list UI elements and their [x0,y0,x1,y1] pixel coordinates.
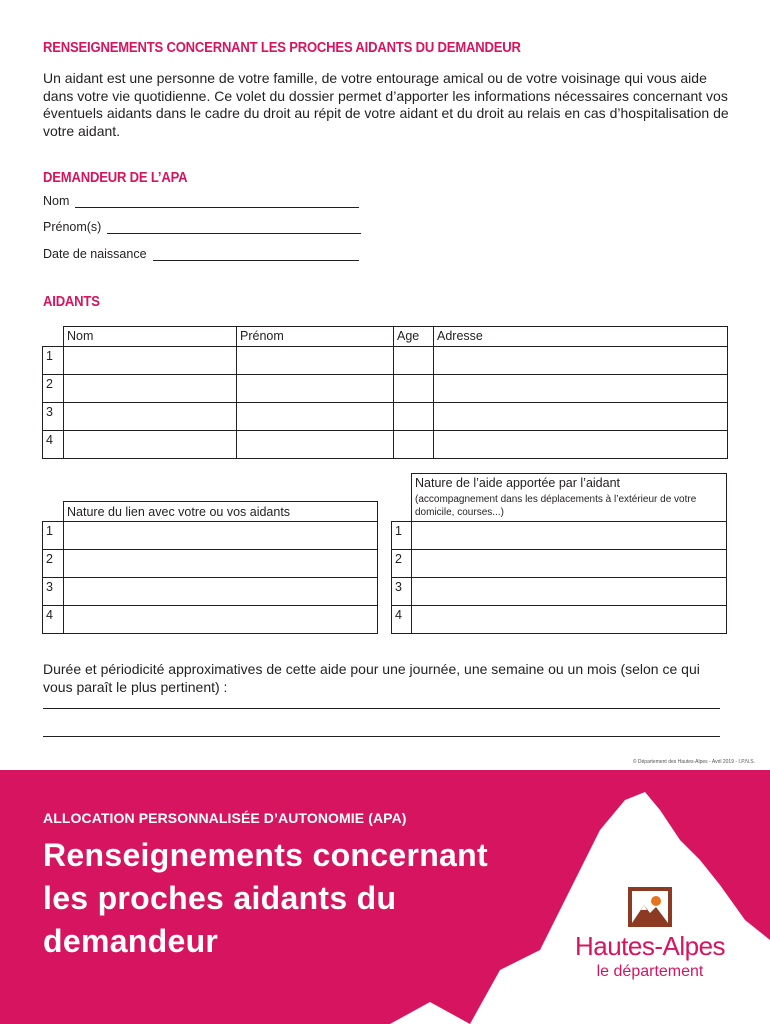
row-number: 1 [43,347,64,375]
lien-header-row [43,502,378,522]
duree-answer-line-1[interactable] [43,708,720,709]
cell-prenom[interactable] [237,375,394,403]
aidants-header-row [43,327,728,347]
table-row [43,375,728,403]
intro-paragraph: Un aidant est une personne de votre famille, de votre entourage amical ou de votre voisinage qui vous aide dans votre vie quotidienne. Ce volet du dossier permet d’apporter les informations nécessaires concernant vos éventuels aidants dans le cadre du droit au répit de votre aidant et du droit au relais en cas d’hospitalisation de votre aidant. [43,70,729,139]
nature-aide-corner [392,474,412,522]
cell-prenom[interactable] [237,403,394,431]
cell-nom[interactable] [64,431,237,459]
cell-lien[interactable] [64,550,378,578]
row-number: 1 [43,522,64,550]
table-row [392,550,727,578]
lien-corner [43,502,64,522]
cell-adresse[interactable] [434,403,728,431]
logo-emblem-icon [628,885,672,929]
naissance-field[interactable] [43,247,359,261]
cell-prenom[interactable] [237,347,394,375]
footer-banner [0,770,770,1024]
cell-age[interactable] [394,347,434,375]
aidants-corner [43,327,64,347]
row-number: 4 [43,431,64,459]
nom-label: Nom [43,194,70,208]
table-row [43,606,378,634]
table-row [43,522,378,550]
header-nom: Nom [64,327,237,347]
row-number: 4 [392,606,412,634]
cell-adresse[interactable] [434,431,728,459]
nom-field[interactable] [43,194,359,208]
logo-subtitle: le département [596,963,704,980]
lien-table [42,501,378,634]
prenom-label: Prénom(s) [43,220,102,234]
table-row [43,578,378,606]
header-nature-aide [412,474,727,522]
table-row [43,347,728,375]
nature-aide-header-row [392,474,727,522]
table-row [392,522,727,550]
row-number: 3 [43,578,64,606]
prenom-field[interactable] [43,220,361,234]
cell-lien[interactable] [64,522,378,550]
nature-aide-table [391,473,727,634]
row-number: 2 [43,375,64,403]
header-age: Age [394,327,434,347]
naissance-label: Date de naissance [43,247,147,261]
row-number: 2 [43,550,64,578]
cell-lien[interactable] [64,606,378,634]
cell-nature-aide[interactable] [412,606,727,634]
table-row [43,431,728,459]
cell-age[interactable] [394,431,434,459]
nature-aide-title: Nature de l’aide apportée par l’aidant [415,476,620,490]
cell-nature-aide[interactable] [412,578,727,606]
cell-nom[interactable] [64,347,237,375]
cell-nature-aide[interactable] [412,550,727,578]
nature-aide-subtitle: (accompagnement dans les déplacements à l’extérieur de votre domicile, courses...) [415,494,697,518]
duree-question: Durée et périodicité approximatives de cette aide pour une journée, une semaine ou un mois (selon ce qui vous paraît le plus pertinent) : [43,661,700,695]
cell-nom[interactable] [64,403,237,431]
table-row [392,606,727,634]
cell-adresse[interactable] [434,347,728,375]
footer-subtitle: ALLOCATION PERSONNALISÉE D’AUTONOMIE (APA) [43,810,407,826]
row-number: 3 [43,403,64,431]
section-title-demandeur: DEMANDEUR DE L’APA [43,170,188,186]
section-title-proches-aidants: RENSEIGNEMENTS CONCERNANT LES PROCHES AIDANTS DU DEMANDEUR [43,40,521,56]
row-number: 4 [43,606,64,634]
aidants-table [42,326,728,459]
header-adresse: Adresse [434,327,728,347]
duree-answer-line-2[interactable] [43,736,720,737]
naissance-input-line[interactable] [153,249,359,261]
cell-age[interactable] [394,403,434,431]
nom-input-line[interactable] [75,196,359,208]
copyright-credit: © Département des Hautes-Alpes - Avril 2019 - I.P.N.S. [632,759,755,765]
table-row [43,550,378,578]
cell-adresse[interactable] [434,375,728,403]
cell-prenom[interactable] [237,431,394,459]
header-lien: Nature du lien avec votre ou vos aidants [64,502,378,522]
row-number: 2 [392,550,412,578]
prenom-input-line[interactable] [107,222,361,234]
row-number: 3 [392,578,412,606]
cell-lien[interactable] [64,578,378,606]
hautes-alpes-logo [555,885,745,985]
footer-title: Renseignements concernant les proches aidants du demandeur [43,837,488,959]
cell-nom[interactable] [64,375,237,403]
table-row [392,578,727,606]
header-prenom: Prénom [237,327,394,347]
cell-nature-aide[interactable] [412,522,727,550]
cell-age[interactable] [394,375,434,403]
row-number: 1 [392,522,412,550]
table-row [43,403,728,431]
logo-name: Hautes-Alpes [574,931,726,961]
section-title-aidants: AIDANTS [43,294,100,310]
